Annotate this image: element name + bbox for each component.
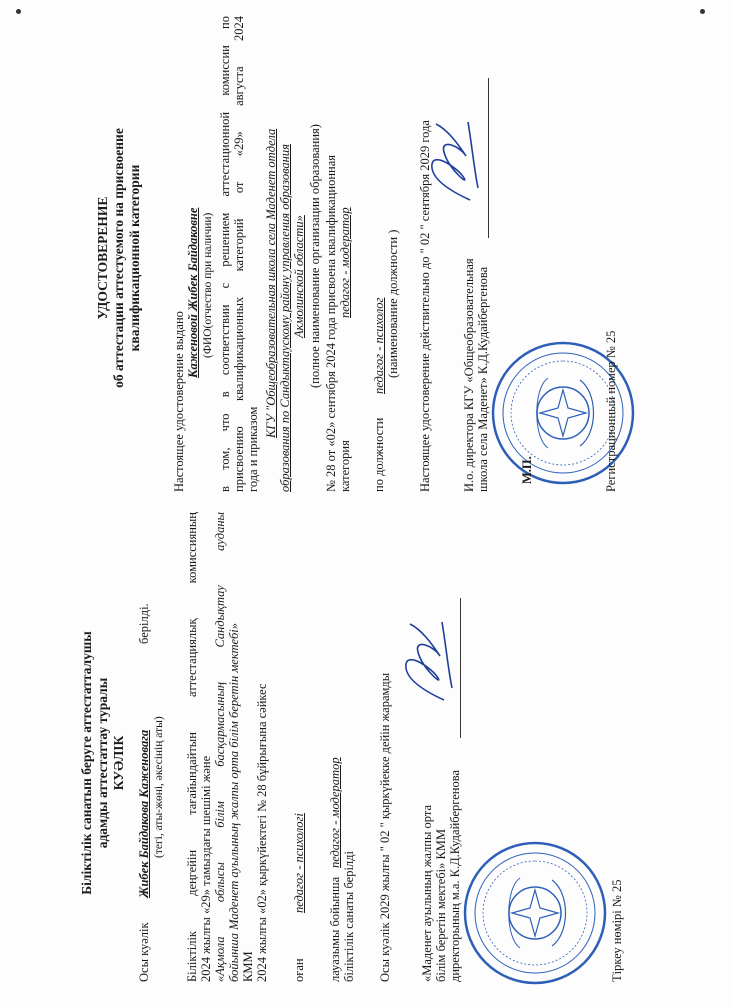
ru-title-line-3: квалификационной категории bbox=[127, 164, 142, 352]
ru-name-caption: (ФИО(отчество при наличии) bbox=[202, 212, 214, 358]
kz-qual-value: педагог - модератор bbox=[328, 757, 342, 868]
kz-name-caption: (тегі, аты-жөні, әкесінің аты) bbox=[153, 716, 165, 858]
kz-valid-line: Осы куәлік 2029 жылғы " 02 " қыркүйекке дейін жарамды bbox=[378, 672, 392, 982]
ru-valid-line: Настоящее удостоверение действительно до " 02 " сентября 2029 года bbox=[418, 120, 432, 492]
ru-position-value: педагог - психолог bbox=[372, 297, 386, 394]
kz-qual-end: біліктілік санаты берілді bbox=[342, 851, 356, 982]
kz-body-line-2: 2024 жылғы «29» тамыздағы шешімі және bbox=[199, 755, 213, 982]
ru-org-line-2: образования по Сандыктаускому району управления образования bbox=[278, 144, 292, 492]
ru-person-name: Каженовой Жибек Байдаковне bbox=[186, 207, 200, 378]
kz-person-name: Жибек Байдакова Каженовага bbox=[137, 729, 151, 898]
russian-section bbox=[0, 0, 732, 498]
ru-category-label: категория bbox=[338, 440, 352, 492]
kazakh-section bbox=[0, 508, 732, 1008]
kz-sign-line-3: директорының м.а. К.Д.Кудайбергенова bbox=[448, 770, 462, 982]
ru-stamp-place: М.П. bbox=[520, 456, 534, 484]
scan-mark bbox=[16, 9, 21, 14]
kz-official-seal-icon bbox=[460, 838, 610, 988]
kz-qual-label: лауазымы бойынша bbox=[328, 876, 342, 982]
ru-category-value: педагог - модератор bbox=[338, 207, 352, 318]
kz-org-line-1: «Ақмола облысы білім басқармасының Сандықтау ауданы bbox=[213, 512, 227, 982]
ru-order-line: № 28 от «02» сентября 2024 года присвоена квалификационная bbox=[324, 154, 338, 492]
kz-order-line: 2024 жылғы «02» қыркүйектегі № 28 бұйрығына сәйкес bbox=[255, 683, 269, 982]
ru-title-line-2: об аттестации аттестуемого на присвоение bbox=[111, 128, 126, 388]
ru-issued-label: Настоящее удостоверение выдано bbox=[172, 311, 186, 492]
kz-intro-end: берілді. bbox=[137, 603, 151, 644]
scan-mark bbox=[700, 9, 705, 14]
ru-position-label: по должности bbox=[372, 417, 386, 492]
kz-org-line-3: КММ bbox=[241, 951, 255, 982]
ru-sign-line-2: школа села Маденет» К.Д.Кудайбергенова bbox=[476, 266, 490, 492]
kz-intro-label: Осы куәлік bbox=[137, 922, 151, 982]
kz-body-line-1: Біліктілік деңгейін тағайындайтын аттестациялық комиссияның bbox=[185, 512, 199, 982]
kz-sign-line-2: білім беретін мектебі» КММ bbox=[434, 828, 448, 982]
ru-org-caption: (полное наименование организации образования) bbox=[308, 124, 322, 388]
kz-title-line-1: Біліктілік санатын беруге аттестатталушы bbox=[79, 631, 94, 895]
ru-sign-line-1: И.о. директора КГУ «Общеобразовательная bbox=[462, 258, 476, 492]
kz-signature-icon bbox=[392, 618, 462, 708]
ru-org-line-3: Акмолинской области» bbox=[292, 215, 306, 338]
kz-position-value: педагог - психологі bbox=[292, 813, 306, 913]
ru-body-line-3: года и приказом bbox=[246, 406, 260, 492]
ru-signature-line bbox=[488, 78, 489, 238]
kz-sign-line-1: «Маденет ауылының жалпы орта bbox=[420, 805, 434, 982]
ru-body-line-1: в том, что в соответствии с решением аттестационной комиссии по bbox=[218, 16, 232, 492]
ru-title-line-1: УДОСТОВЕРЕНИЕ bbox=[95, 196, 110, 320]
ru-position-caption: (наименование должности ) bbox=[386, 229, 400, 378]
kz-title-line-3: КУӘЛІК bbox=[111, 735, 126, 791]
ru-signature-icon bbox=[418, 118, 488, 208]
ru-registration-number: Регистрационный номер № 25 bbox=[604, 330, 618, 492]
kz-title-line-2: адамды аттестаттау туралы bbox=[95, 677, 110, 849]
ru-body-line-2: присвоению квалификационных категорий от «29» августа 2024 bbox=[232, 16, 246, 492]
ru-org-line-1: КГУ "Общеобразовательная школа села Маденет отдела bbox=[264, 128, 278, 438]
kz-org-line-2: бойынша Маденет ауылының жалпы орта білім беретін мектебі» bbox=[227, 623, 241, 982]
kz-registration-number: Тіркеу нөмірі № 25 bbox=[610, 879, 624, 982]
kz-position-label: оған bbox=[292, 958, 306, 982]
